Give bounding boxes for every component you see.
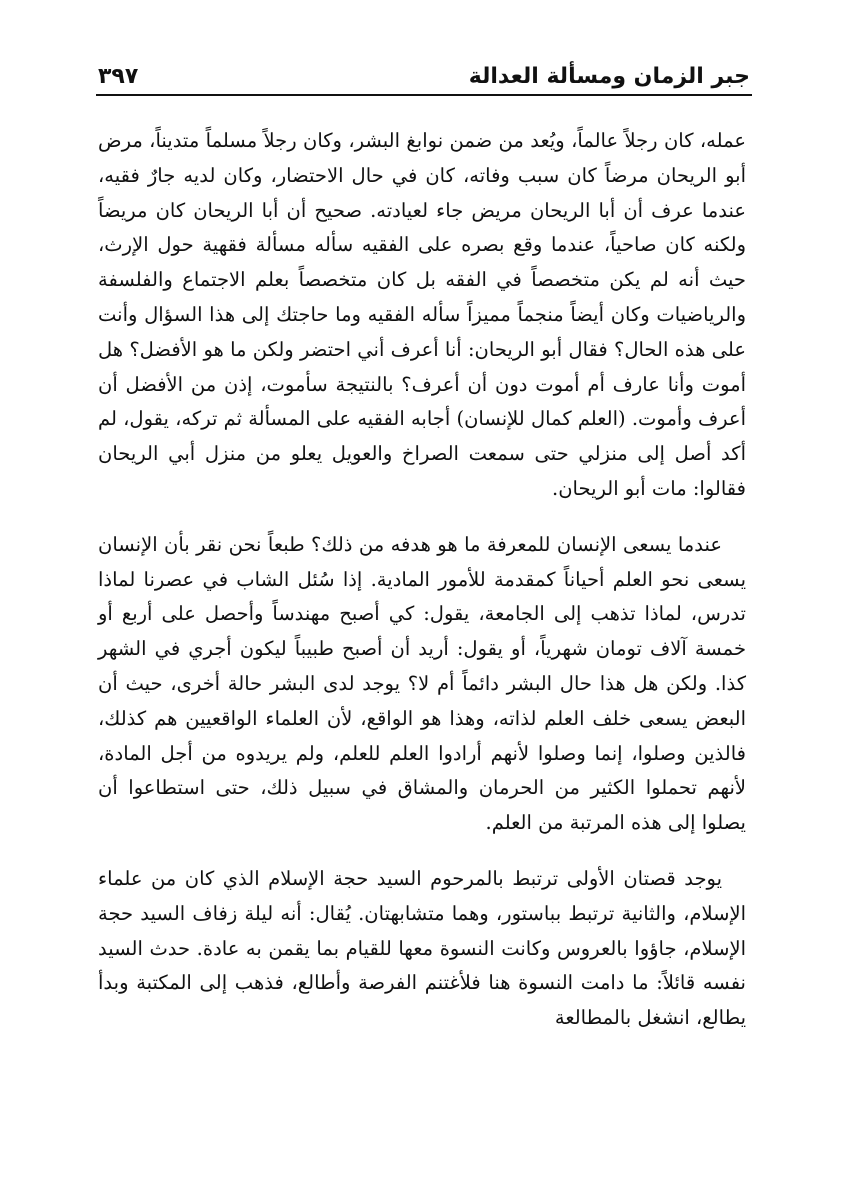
paragraph-1: عمله، كان رجلاً عالماً، ويُعد من ضمن نوابغ البشر، وكان رجلاً مسلماً متديناً، مرض أبو الريحان مرضاً كان سبب وفاته، كان في حال الاحتضار، وكان لديه جارٌ فقيه، عندما عرف أن أبا الريحان مريض جاء لعيادته. صحيح أن أبا الريحان كان مريضاً ولكنه كان صاحياً، عندما وقع بصره على الفقيه سأله مسألة فقهية حول الإرث، حيث أنه لم يكن متخصصاً في الفقه بل كان متخصصاً بعلم الاجتماع والفلسفة والرياضيات وكان أيضاً منجماً مميزاً سأله الفقيه وما حاجتك إلى هذا السؤال وأنت على هذه الحال؟ فقال أبو الريحان: أنا أعرف أني احتضر ولكن ما هو الأفضل؟ هل أموت وأنا عارف أم أموت دون أن أعرف؟ بالنتيجة سأموت، إذن من الأفضل أن أعرف وأموت. (العلم كمال للإنسان) أجابه الفقيه على المسألة ثم تركه، يقول، لم أكد أصل إلى منزلي حتى سمعت الصراخ والعويل يعلو من منزل أبي الريحان فقالوا: مات أبو الريحان. [98, 129, 746, 500]
body-text [98, 124, 746, 1057]
running-header-title: جبر الزمان ومسألة العدالة [468, 64, 750, 89]
paragraph-3: يوجد قصتان الأولى ترتبط بالمرحوم السيد حجة الإسلام الذي كان من علماء الإسلام، والثانية ترتبط بباستور، وهما متشابهتان. يُقال: أنه ليلة زفاف السيد حجة الإسلام، جاؤوا بالعروس وكانت النسوة معها للقيام بما يقمن به عادة. حدث السيد نفسه قائلاً: ما دامت النسوة هنا فلأغتنم الفرصة وأطالع، فذهب إلى المكتبة وبدأ يطالع، انشغل بالمطالعة [98, 866, 746, 1030]
header-divider [96, 94, 752, 96]
page-number: ٣٩٧ [98, 64, 139, 89]
running-header [98, 58, 750, 92]
paragraph-2: عندما يسعى الإنسان للمعرفة ما هو هدفه من ذلك؟ طبعاً نحن نقر بأن الإنسان يسعى نحو العلم أحياناً كمقدمة للأمور المادية. إذا سُئل الشاب في عصرنا لماذا تدرس، لماذا تذهب إلى الجامعة، يقول: كي أصبح مهندساً وأحصل على أربع أو خمسة آلاف تومان شهرياً، أو يقول: أريد أن أصبح طبيباً ليكون أجري في الشهر كذا. ولكن هل هذا حال البشر دائماً أم لا؟ يوجد لدى البشر حالة أخرى، حيث أن البعض يسعى خلف العلم لذاته، وهذا هو الواقع، لأن العلماء الواقعيين هم كذلك، فالذين وصلوا، إنما وصلوا لأنهم أرادوا العلم للعلم، ولم يريدوه من أجل المادة، لأنهم تحملوا الكثير من الحرمان والمشاق في سبيل ذلك، حتى استطاعوا أن يصلوا إلى هذه المرتبة من العلم. [98, 532, 746, 835]
